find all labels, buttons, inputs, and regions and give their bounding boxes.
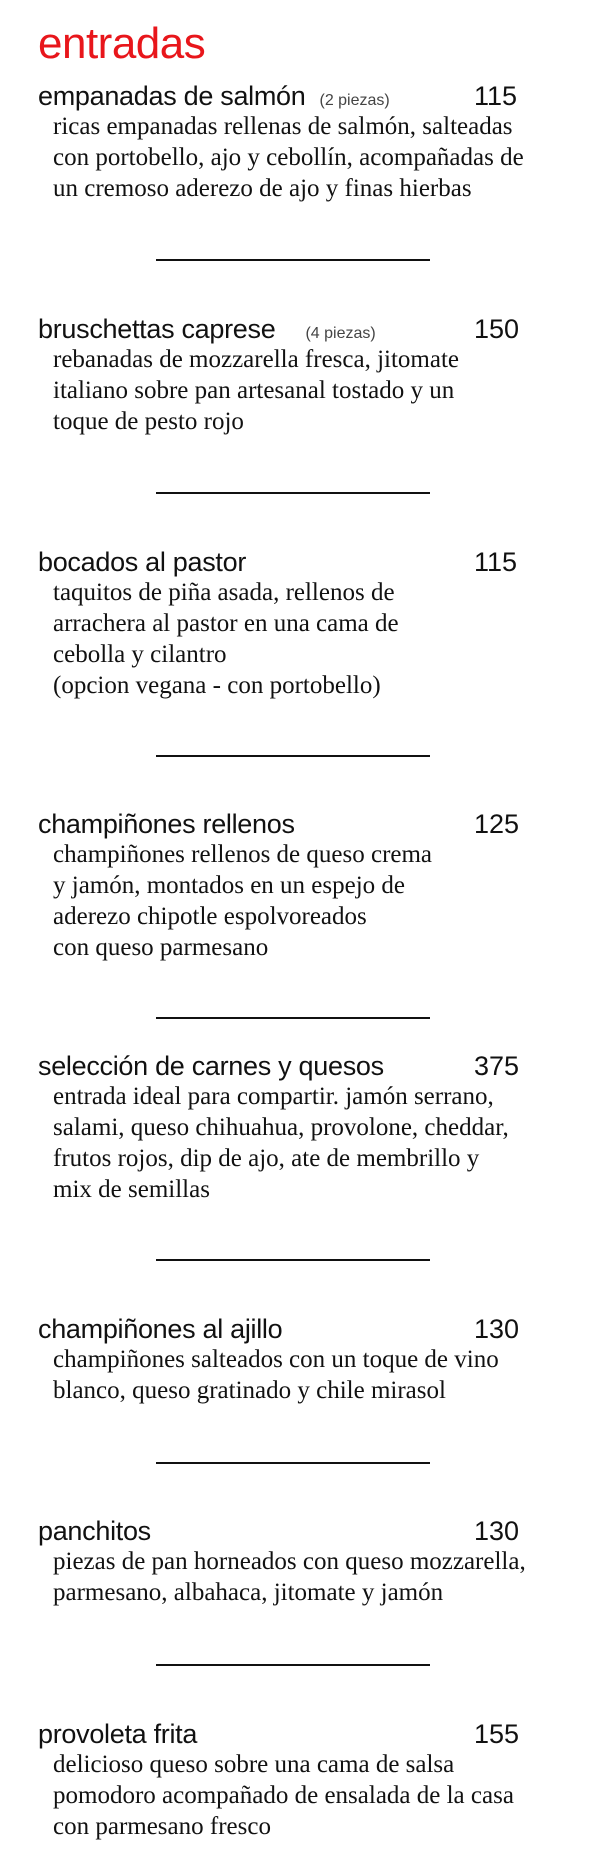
description-line: (opcion vegana - con portobello) [53,672,381,699]
section-title: entradas [38,19,206,68]
description-line: con parmesano fresco [53,1813,271,1840]
item-price: 150 [474,314,520,344]
description-line: entrada ideal para compartir. jamón serrano, [53,1083,494,1110]
description-line: aderezo chipotle espolvoreados [53,903,367,930]
item-price: 130 [474,1314,520,1344]
description-line: pomodoro acompañado de ensalada de la casa [53,1782,514,1809]
description-line: salami, queso chihuahua, provolone, cheddar, [53,1114,509,1141]
description-line: italiano sobre pan artesanal tostado y un [53,377,455,404]
description-line: con queso parmesano [53,934,269,961]
item-name: panchitos [38,1516,151,1546]
description-line: cebolla y cilantro [53,641,227,668]
item-pieces: (4 piezas) [305,325,376,342]
item-name-text: bruschettas caprese [38,314,276,344]
description-line: piezas de pan horneados con queso mozzarella, [53,1548,526,1575]
item-name-text: empanadas de salmón [38,81,306,111]
description-line: frutos rojos, dip de ajo, ate de membrillo y [53,1145,480,1172]
description-line: taquitos de piña asada, rellenos de [53,579,395,606]
item-description [53,1546,526,1608]
description-line: delicioso queso sobre una cama de salsa [53,1751,455,1778]
description-line: mix de semillas [53,1176,210,1203]
item-price: 125 [474,809,520,839]
divider [156,259,430,261]
item-description [53,839,432,963]
item-description [53,1081,509,1205]
divider [156,1462,430,1464]
item-description [53,111,524,204]
item-price: 130 [474,1516,520,1546]
description-line: con portobello, ajo y cebollín, acompañadas de [53,144,524,171]
description-line: ricas empanadas rellenas de salmón, salteadas [53,113,513,140]
item-price: 115 [474,547,518,577]
description-line: rebanadas de mozzarella fresca, jitomate [53,346,460,373]
item-name: bocados al pastor [38,547,247,577]
description-line: un cremoso aderezo de ajo y finas hierbas [53,175,472,202]
divider [156,1664,430,1666]
item-name: champiñones rellenos [38,809,295,839]
description-line: parmesano, albahaca, jitomate y jamón [53,1579,444,1606]
description-line: arrachera al pastor en una cama de [53,610,399,637]
divider [156,492,430,494]
item-price: 115 [474,81,518,111]
description-line: toque de pesto rojo [53,408,244,435]
item-pieces: (2 piezas) [319,92,390,109]
divider [156,755,430,757]
item-name: provoleta frita [38,1719,198,1749]
item-name: selección de carnes y quesos [38,1051,384,1081]
description-line: blanco, queso gratinado y chile mirasol [53,1377,446,1404]
divider [156,1259,430,1261]
description-line: champiñones salteados con un toque de vino [53,1346,499,1373]
item-price: 375 [474,1051,520,1081]
description-line: y jamón, montados en un espejo de [53,872,406,899]
item-name: champiñones al ajillo [38,1314,283,1344]
item-description [53,1344,499,1406]
item-price: 155 [474,1719,520,1749]
item-description [53,344,459,437]
description-line: champiñones rellenos de queso crema [53,841,433,868]
item-description [53,577,399,701]
divider [156,1017,430,1019]
item-description [53,1749,514,1842]
